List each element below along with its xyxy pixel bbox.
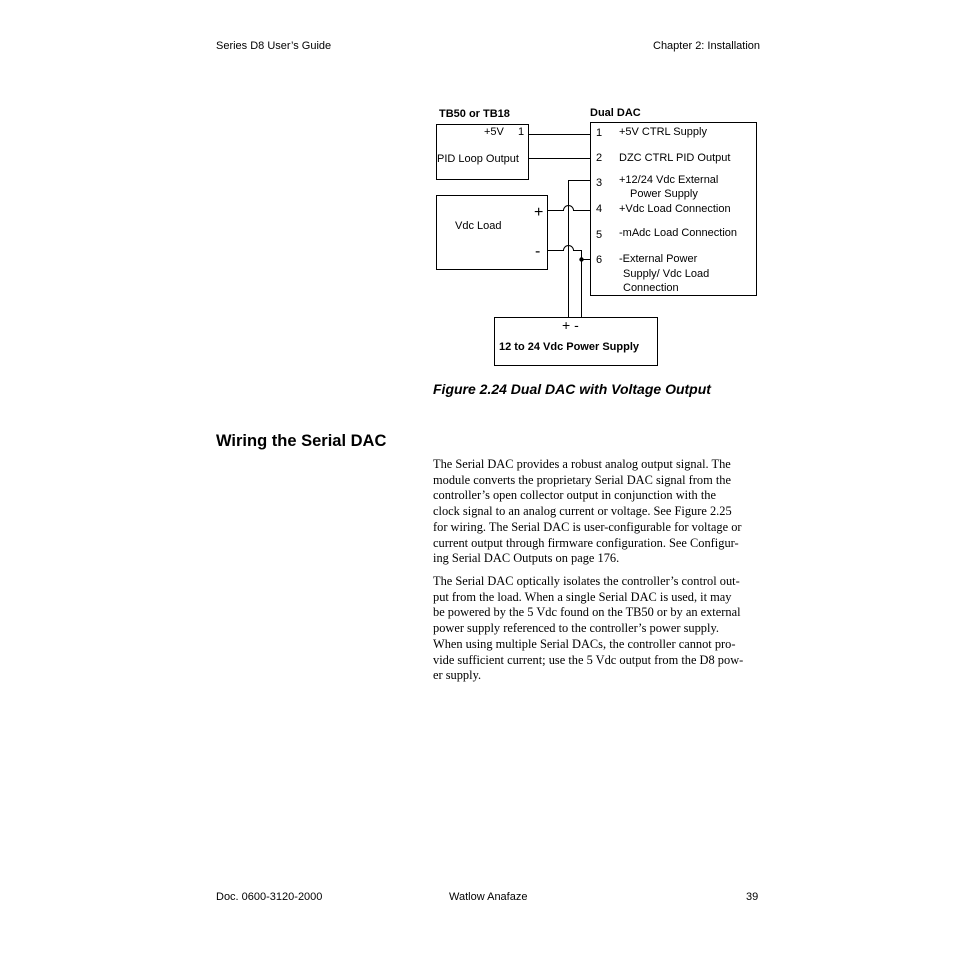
pin-3-label-line1: +12/24 Vdc External bbox=[619, 174, 719, 186]
pin-5-label: -mAdc Load Connection bbox=[619, 227, 738, 239]
wire-pin3-ps-plus bbox=[569, 181, 591, 318]
paragraph-2-line: The Serial DAC optically isolates the controller’s control out- bbox=[433, 574, 740, 588]
ps-terminals: + - bbox=[562, 317, 579, 333]
pin-6-label-line3: Connection bbox=[623, 282, 679, 294]
pin-5-number: 5 bbox=[596, 229, 603, 241]
paragraph-1-line: current output through firmware configuration. See Configur- bbox=[433, 535, 739, 550]
running-header-title: Series D8 User’s Guide bbox=[216, 40, 332, 52]
paragraph-2-line: When using multiple Serial DACs, the controller cannot pro- bbox=[433, 636, 736, 651]
paragraph-2 bbox=[433, 574, 768, 684]
footer-doc-number: Doc. 0600-3120-2000 bbox=[216, 891, 323, 903]
pin-6-label-line2: Supply/ Vdc Load bbox=[623, 268, 710, 280]
pin-4-label: +Vdc Load Connection bbox=[619, 203, 731, 215]
paragraph-1-line: The Serial DAC provides a robust analog output signal. The bbox=[433, 457, 731, 471]
pin-1-label: +5V CTRL Supply bbox=[619, 126, 707, 138]
load-plus-terminal: + bbox=[534, 204, 544, 221]
vdc-load-block bbox=[437, 196, 548, 270]
pin-2-number: 2 bbox=[596, 152, 603, 164]
paragraph-2-line: be powered by the 5 Vdc found on the TB50 or by an external bbox=[433, 605, 741, 620]
paragraph-2-line: power supply referenced to the controller’s power supply. bbox=[433, 621, 719, 636]
paragraph-1-line: ing Serial DAC Outputs on page 176. bbox=[433, 551, 620, 566]
vdc-load-label: Vdc Load bbox=[455, 220, 502, 232]
wire-junction-dot bbox=[579, 257, 583, 261]
pin-3-number: 3 bbox=[596, 177, 603, 189]
footer-company: Watlow Anafaze bbox=[449, 891, 528, 903]
pin-2-label: DZC CTRL PID Output bbox=[619, 152, 731, 164]
pin-6-number: 6 bbox=[596, 254, 603, 266]
figure-caption: Figure 2.24 Dual DAC with Voltage Output bbox=[433, 381, 711, 397]
pin-1-number: 1 bbox=[596, 127, 603, 139]
paragraph-1-line: module converts the proprietary Serial DAC signal from the bbox=[433, 472, 731, 487]
pin-6-label-line1: -External Power bbox=[619, 253, 698, 265]
paragraph-1-line: for wiring. The Serial DAC is user-configurable for voltage or bbox=[433, 519, 742, 534]
pin-4-number: 4 bbox=[596, 203, 603, 215]
tb-plus5v-label: +5V bbox=[484, 126, 504, 138]
load-minus-terminal: - bbox=[535, 243, 541, 260]
tb-pid-label: PID Loop Output bbox=[437, 153, 519, 165]
ps-label: 12 to 24 Vdc Power Supply bbox=[499, 341, 639, 353]
tb-pin-number: 1 bbox=[518, 126, 525, 138]
paragraph-1-line: clock signal to an analog current or voltage. See Figure 2.25 bbox=[433, 504, 732, 519]
running-header-chapter: Chapter 2: Installation bbox=[653, 40, 761, 52]
paragraph-1 bbox=[433, 457, 768, 567]
paragraph-2-line: er supply. bbox=[433, 668, 482, 683]
pin-3-label-line2: Power Supply bbox=[630, 188, 698, 200]
paragraph-1-line: controller’s open collector output in conjunction with the bbox=[433, 488, 716, 503]
footer-page-number: 39 bbox=[746, 891, 759, 903]
paragraph-2-line: put from the load. When a single Serial DAC is used, it may bbox=[433, 589, 732, 604]
paragraph-2-line: vide sufficient current; use the 5 Vdc output from the D8 pow- bbox=[433, 652, 744, 667]
section-title: Wiring the Serial DAC bbox=[216, 432, 387, 450]
tb-title: TB50 or TB18 bbox=[439, 108, 510, 120]
dac-title: Dual DAC bbox=[590, 107, 641, 119]
tb50-block bbox=[437, 125, 529, 180]
